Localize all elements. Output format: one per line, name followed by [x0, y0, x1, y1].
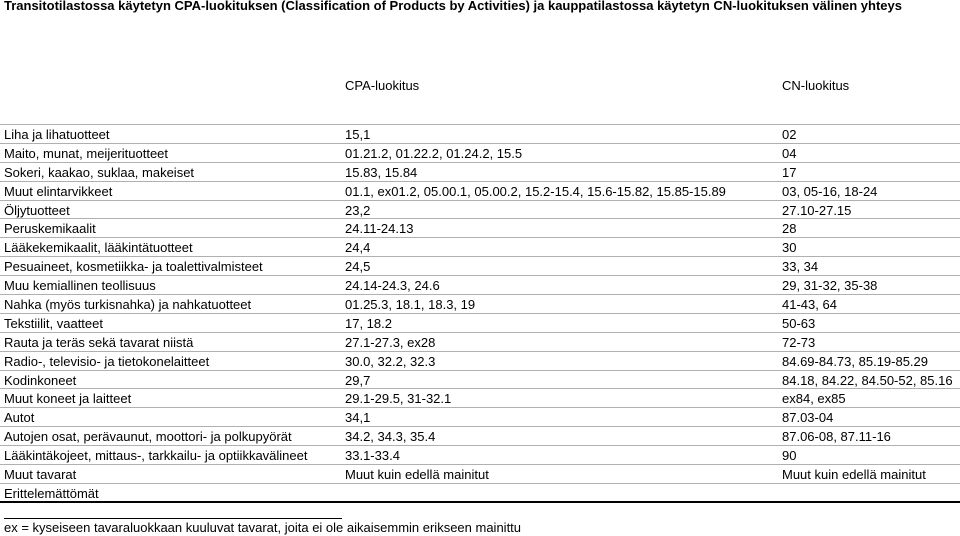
table-row — [0, 144, 960, 163]
product-group-name: Erittelemättömät — [4, 485, 99, 501]
table-row — [0, 219, 960, 238]
cn-code: 04 — [782, 145, 797, 161]
footnote: ex = kyseiseen tavaraluokkaan kuuluvat tavarat, joita ei ole aikaisemmin erikseen mainittu — [4, 520, 522, 535]
table-row — [0, 238, 960, 257]
cpa-code: 24,5 — [345, 259, 371, 275]
cn-code: 17 — [782, 164, 797, 180]
product-group-name: Rauta ja teräs sekä tavarat niistä — [4, 334, 194, 350]
table-row — [0, 371, 960, 390]
cpa-code: 24.11-24.13 — [345, 221, 414, 237]
cpa-code: 23,2 — [345, 202, 371, 218]
product-group-name: Muut elintarvikkeet — [4, 183, 113, 199]
cn-code: 28 — [782, 221, 797, 237]
cpa-code: 15,1 — [345, 127, 371, 142]
cn-code: 41-43, 64 — [782, 297, 837, 313]
cn-code: 33, 34 — [782, 259, 819, 275]
cn-code: 03, 05-16, 18-24 — [782, 183, 878, 199]
cpa-code: 01.1, ex01.2, 05.00.1, 05.00.2, 15.2-15.4, 15.6-15.82, 15.85-15.89 — [345, 183, 726, 199]
table-row — [0, 276, 960, 295]
table-row — [0, 295, 960, 314]
classification-table — [0, 125, 960, 503]
cpa-code: 30.0, 32.2, 32.3 — [345, 353, 436, 369]
product-group-name: Nahka (myös turkisnahka) ja nahkatuotteet — [4, 297, 252, 313]
cn-code: 27.10-27.15 — [782, 202, 852, 218]
table-row — [0, 333, 960, 352]
cn-code: ex84, ex85 — [782, 391, 846, 407]
product-group-name: Muu kemiallinen teollisuus — [4, 278, 156, 294]
cn-code: 84.18, 84.22, 84.50-52, 85.16 — [782, 372, 953, 388]
table-row — [0, 182, 960, 201]
product-group-name: Maito, munat, meijerituotteet — [4, 145, 169, 161]
table-row — [0, 465, 960, 484]
column-header-cpa: CPA-luokitus — [345, 78, 420, 93]
product-group-name: Öljytuotteet — [4, 202, 70, 218]
cn-code: 29, 31-32, 35-38 — [782, 278, 878, 294]
table-row — [0, 408, 960, 427]
table-row — [0, 163, 960, 182]
cn-code: 90 — [782, 448, 797, 464]
cpa-code: Muut kuin edellä mainitut — [345, 467, 489, 483]
cpa-code: 27.1-27.3, ex28 — [345, 334, 436, 350]
table-row — [0, 125, 960, 144]
cpa-code: 17, 18.2 — [345, 315, 392, 331]
product-group-name: Autot — [4, 410, 35, 426]
column-header-cn: CN-luokitus — [782, 78, 850, 93]
product-group-name: Peruskemikaalit — [4, 221, 96, 237]
product-group-name: Pesuaineet, kosmetiikka- ja toalettivalmisteet — [4, 259, 263, 275]
table-row — [0, 484, 960, 503]
cn-code: 87.03-04 — [782, 410, 834, 426]
table-row — [0, 352, 960, 371]
cpa-code: 29.1-29.5, 31-32.1 — [345, 391, 452, 407]
cn-code: 84.69-84.73, 85.19-85.29 — [782, 353, 929, 369]
table-row — [0, 201, 960, 220]
product-group-name: Lääkintäkojeet, mittaus-, tarkkailu- ja optiikkavälineet — [4, 448, 308, 464]
cn-code: 50-63 — [782, 315, 816, 331]
product-group-name: Muut tavarat — [4, 467, 77, 483]
product-group-name: Radio-, televisio- ja tietokonelaitteet — [4, 353, 210, 369]
product-group-name: Tekstiilit, vaatteet — [4, 315, 103, 331]
table-row — [0, 446, 960, 465]
product-group-name: Liha ja lihatuotteet — [4, 127, 110, 142]
product-group-name: Muut koneet ja laitteet — [4, 391, 132, 407]
table-row — [0, 314, 960, 333]
cn-code: Muut kuin edellä mainitut — [782, 467, 926, 483]
cn-code: 72-73 — [782, 334, 816, 350]
cpa-code: 01.25.3, 18.1, 18.3, 19 — [345, 297, 476, 313]
table-row — [0, 427, 960, 446]
cpa-code: 33.1-33.4 — [345, 448, 400, 464]
cpa-code: 01.21.2, 01.22.2, 01.24.2, 15.5 — [345, 145, 523, 161]
cpa-code: 24.14-24.3, 24.6 — [345, 278, 440, 294]
cn-code: 30 — [782, 240, 797, 256]
product-group-name: Kodinkoneet — [4, 372, 77, 388]
product-group-name: Autojen osat, perävaunut, moottori- ja polkupyörät — [4, 429, 292, 445]
cn-code: 02 — [782, 127, 797, 142]
table-row — [0, 257, 960, 276]
cpa-code: 24,4 — [345, 240, 371, 256]
document-title: Transitotilastossa käytetyn CPA-luokituksen (Classification of Products by Activities) ja kauppatilastossa käytetyn CN-luokituksen välinen yhteys — [4, 0, 902, 13]
cpa-code: 34.2, 34.3, 35.4 — [345, 429, 436, 445]
cpa-code: 15.83, 15.84 — [345, 164, 418, 180]
cn-code: 87.06-08, 87.11-16 — [782, 429, 891, 445]
product-group-name: Sokeri, kaakao, suklaa, makeiset — [4, 164, 195, 180]
footnote-separator — [4, 518, 342, 519]
cpa-code: 34,1 — [345, 410, 371, 426]
cpa-code: 29,7 — [345, 372, 371, 388]
product-group-name: Lääkekemikaalit, lääkintätuotteet — [4, 240, 193, 256]
table-row — [0, 389, 960, 408]
